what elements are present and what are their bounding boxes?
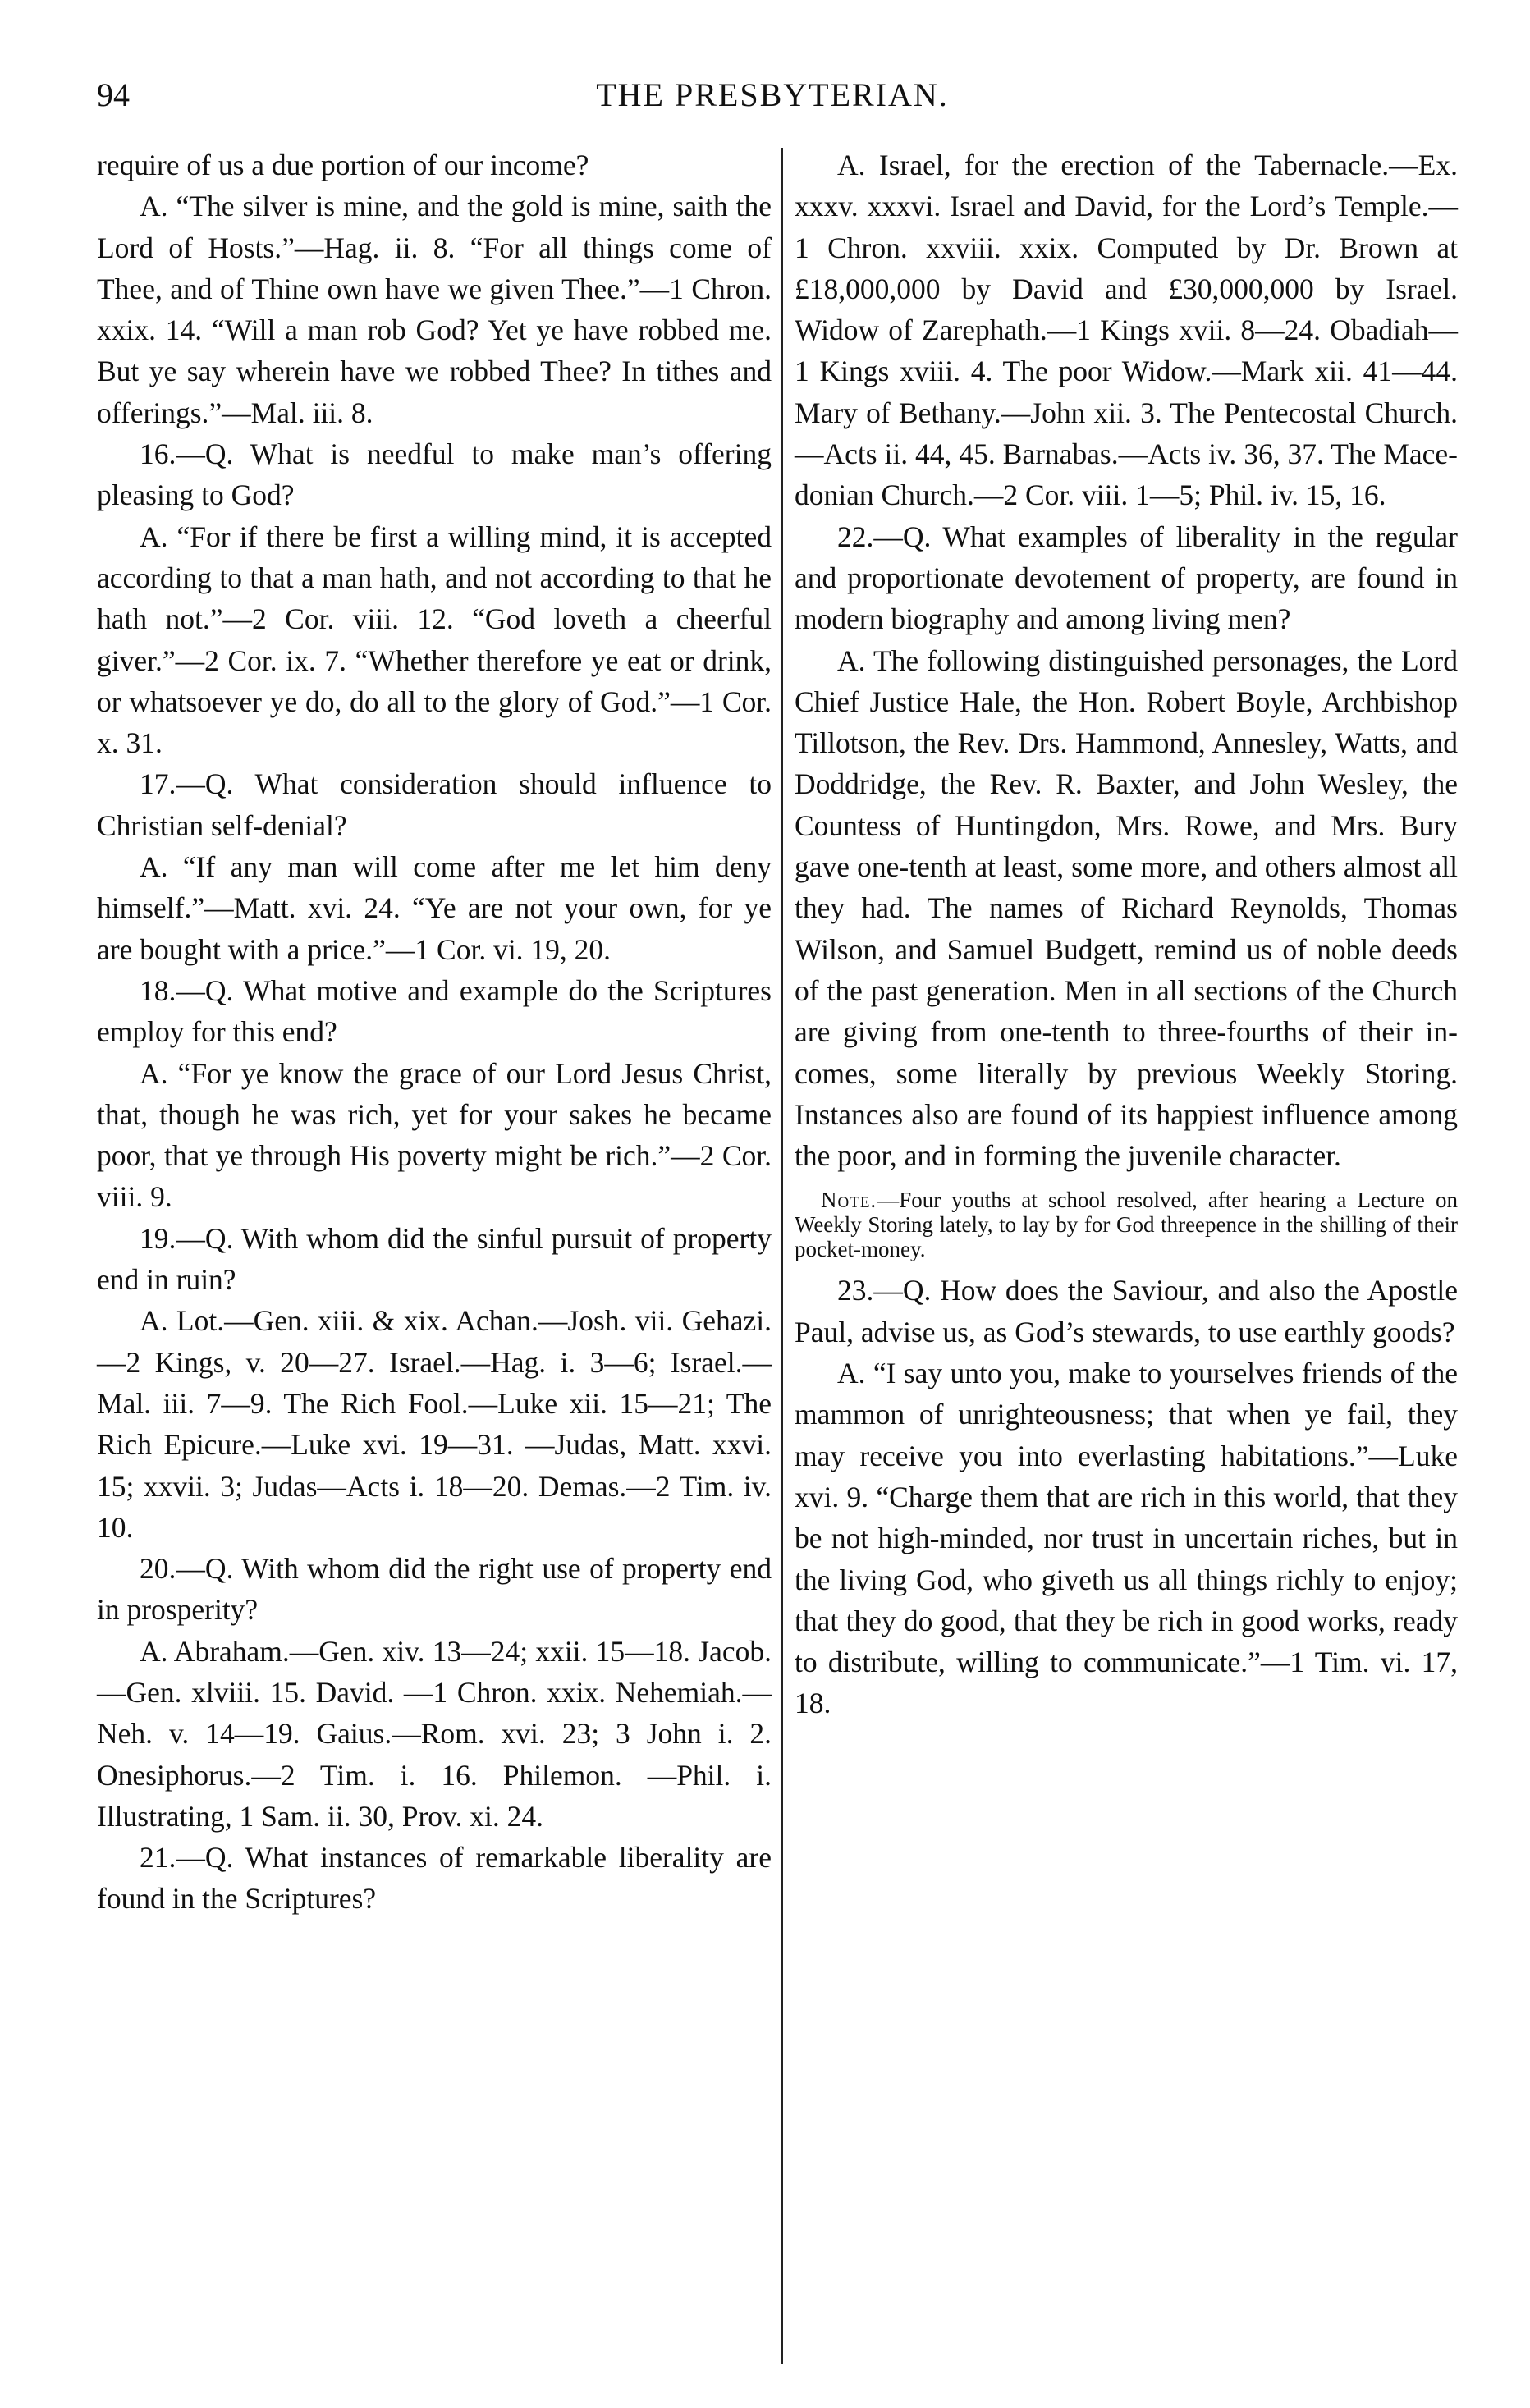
answer-21: A. Israel, for the erection of the Tabernacle.—Ex. xxxv. xxxvi. Israel and David, for the Lord’s Temple.—1 Chron. xxviii. xxix. Computed by Dr. Brown at £18,000,000 by David and £30,000,000 by Israel. Widow of Zarephath.—1 Kings xvii. 8—24. Obadiah—1 Kings xviii. 4. The poor Widow.—Mark xii. 41—44. Mary of Bethany.—John xii. 3. The Pentecostal Church.—Acts ii. 44, 45. Barnabas.—Acts iv. 36, 37. The Macedonian Church.—2 Cor. viii. 1—5; Phil. iv. 15, 16. <box>795 149 1458 512</box>
answer-16: A. “For if there be first a willing mind, it is accepted according to that a man hath, and not according to that he hath not.”—2 Cor. viii. 12. “God loveth a cheerful giver.”—2 Cor. ix. 7. “Whether therefore ye eat or drink, or whatsoever ye do, do all to the glory of God.”—1 Cor. x. 31. <box>97 520 772 760</box>
question-19: 19.—Q. With whom did the sinful pursuit of property end in ruin? <box>97 1221 772 1297</box>
answer-23: A. “I say unto you, make to yourselves friends of the mammon of unrighteousness; that when ye fail, they may receive you into everlasting habitations.”—Luke xvi. 9. “Charge them that are rich in this world, that they be not high-minded, nor trust in uncertain riches, but in the living God, who giveth us all things richly to enjoy; that they do good, that they be rich in good works, ready to distribute, willing to communicate.”—1 Tim. vi. 17, 18. <box>795 1357 1458 1720</box>
answer-18: A. “For ye know the grace of our Lord Jesus Christ, that, though he was rich, yet for your sakes he became poor, that ye through His poverty might be rich.”—2 Cor. viii. 9. <box>97 1056 772 1214</box>
answer-19: A. Lot.—Gen. xiii. & xix. Achan.—Josh. vii. Gehazi.—2 Kings, v. 20—27. Israel.—Hag. i. 3—6; Israel.—Mal. iii. 7—9. The Rich Fool.—Luke xii. 15—21; The Rich Epicure.—Luke xvi. 19—31. —Judas, Matt. xxvi. 15; xxvii. 3; Judas—Acts i. 18—20. Demas.—2 Tim. iv. 10. <box>97 1304 772 1544</box>
question-21: 21.—Q. What instances of remarkable liberality are found in the Scriptures? <box>97 1841 772 1916</box>
running-head: THE PRESBYTERIAN. <box>596 76 949 113</box>
left-column <box>97 144 772 1920</box>
page-number: 94 <box>97 76 130 113</box>
right-column <box>795 144 1458 1724</box>
question-16: 16.—Q. What is needful to make man’s offering pleasing to God? <box>97 437 772 512</box>
footnote <box>795 1188 1458 1261</box>
answer-20: A. Abraham.—Gen. xiv. 13—24; xxii. 15—18. Jacob.—Gen. xlviii. 15. David. —1 Chron. xxix. Nehemiah.—Neh. v. 14—19. Gaius.—Rom. xvi. 23; 3 John i. 2. Onesiphorus.—2 Tim. i. 16. Philemon. —Phil. i. Illustrating, 1 Sam. ii. 30, Prov. xi. 24. <box>97 1634 772 1833</box>
paragraph: require of us a due portion of our income? <box>97 149 589 181</box>
column-divider <box>781 148 783 2364</box>
page-header <box>97 72 1448 118</box>
footnote-lead: Note. <box>821 1188 877 1213</box>
question-17: 17.—Q. What consideration should influence to Christian self-denial? <box>97 767 772 842</box>
footnote-text: —Four youths at school resolved, after hearing a Lecture on Weekly Storing lately, to lay by for God threepence in the shilling of their pocket-money. <box>795 1188 1458 1262</box>
question-23: 23.—Q. How does the Saviour, and also the Apostle Paul, advise us, as God’s stewards, to use earthly goods? <box>795 1274 1458 1348</box>
question-20: 20.—Q. With whom did the right use of property end in prosperity? <box>97 1552 772 1627</box>
question-22: 22.—Q. What examples of liberality in the regular and proportionate devotement of property, are found in modern biography and among living men? <box>795 520 1458 636</box>
answer-17: A. “If any man will come after me let him deny himself.”—Matt. xvi. 24. “Ye are not your own, for ye are bought with a price.”—1 Cor. vi. 19, 20. <box>97 850 772 966</box>
answer-22: A. The following distinguished personages, the Lord Chief Justice Hale, the Hon. Robert Boyle, Archbishop Tillotson, the Rev. Drs. Hammond, Annesley, Watts, and Doddridge, the Rev. R. Baxter, and John Wesley, the Countess of Huntingdon, Mrs. Rowe, and Mrs. Bury gave one-tenth at least, some more, and others almost all they had. The names of Richard Reynolds, Thomas Wilson, and Samuel Budgett, remind us of noble deeds of the past generation. Men in all sections of the Church are giving from one-tenth to three-fourths of their incomes, some literally by previous Weekly Storing. Instances also are found of its happiest influence among the poor, and in forming the juvenile character. <box>795 643 1458 1173</box>
paragraph: A. “The silver is mine, and the gold is mine, saith the Lord of Hosts.”—Hag. ii. 8. “For all things come of Thee, and of Thine own have we given Thee.”—1 Chron. xxix. 14. “Will a man rob God? Yet ye have robbed me. But ye say wherein have we robbed Thee? In tithes and offerings.”—Mal. iii. 8. <box>97 190 772 429</box>
question-18: 18.—Q. What motive and example do the Scriptures employ for this end? <box>97 973 772 1049</box>
